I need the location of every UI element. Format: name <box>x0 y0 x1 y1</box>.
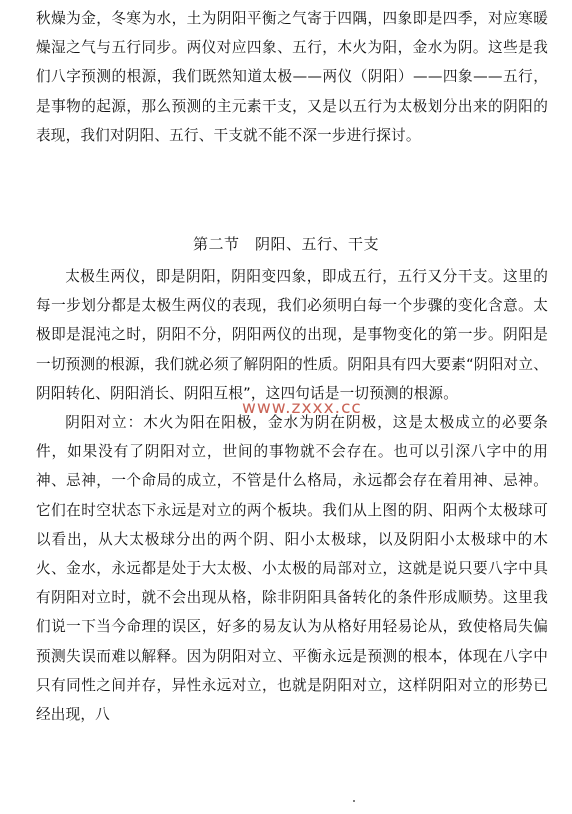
page-mark-dot <box>353 800 355 802</box>
intro-block <box>36 4 548 150</box>
body-block <box>36 262 548 729</box>
body-paragraph-1: 太极生两仪，即是阴阳，阴阳变四象，即成五行，五行又分干支。这里的每一步划分都是太极生两仪的表现，我们必须明白每一个步骤的变化含意。太极即是混沌之时，阴阳不分，阴阳两仪的出现，是事物变化的第一步。阴阳是一切预测的根源，我们就必须了解阴阳的性质。阴阳具有四大要素“阴阳对立、阴阳转化、阴阳消长、阴阳互根”，这四句话是一切预测的根源。 <box>36 268 548 402</box>
watermark-text: www.zxxx.cc <box>242 398 362 418</box>
body-paragraph-2: 阴阳对立：木火为阳在阳极，金水为阴在阴极，这是太极成立的必要条件，如果没有了阴阳对立，世间的事物就不会存在。也可以引深八字中的用神、忌神，一个命局的成立，不管是什么格局，永远都会存在着用神、忌神。它们在时空状态下永远是对立的两个板块。我们从上图的阴、阳两个太极球可以看出，从大太极球分出的两个阴、阳小太极球，以及阴阳小太极球中的木火、金水，永远都是处于大太极、小太极的局部对立，这就是说只要八字中具有阴阳对立时，就不会出现从格，除非阴阳具备转化的条件形成顺势。这里我们说一下当今命理的误区，好多的易友认为从格好用轻易论从，致使格局失偏预测失误而难以解释。因为阴阳对立、平衡永远是预测的根本，体现在八字中只有同性之间并存，异性永远对立，也就是阴阳对立，这样阴阳对立的形势已经出现，八 <box>36 414 548 724</box>
intro-paragraph: 秋燥为金，冬寒为水，土为阴阳平衡之气寄于四隅，四象即是四季，对应寒暖燥湿之气与五行同步。两仪对应四象、五行，木火为阳，金水为阴。这些是我们八字预测的根源，我们既然知道太极——两仪（阴阳）——四象——五行，是事物的起源，那么预测的主元素干支，又是以五行为太极划分出来的阴阳的表现，我们对阴阳、五行、干支就不能不深一步进行探讨。 <box>36 10 548 144</box>
section-title: 第二节 阴阳、五行、干支 <box>192 235 379 253</box>
